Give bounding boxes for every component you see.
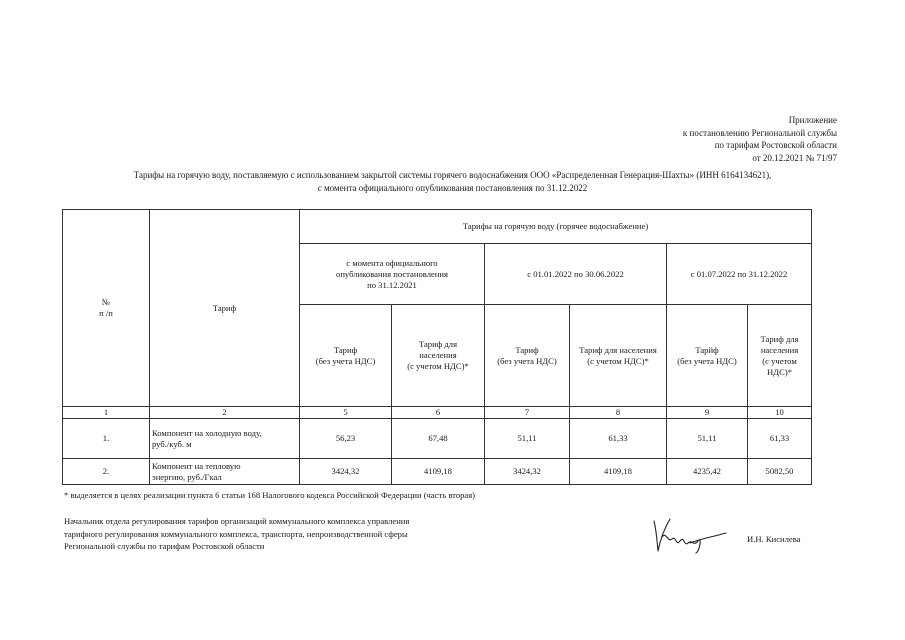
document-title xyxy=(60,169,845,194)
row-value: 4235,42 xyxy=(667,459,748,485)
row-value: 61,33 xyxy=(748,419,812,459)
row-value: 51,11 xyxy=(667,419,748,459)
subheader-5: Тарйф (без учета НДС) xyxy=(667,305,748,407)
subheader-2: Тариф для населения (с учетом НДС)* xyxy=(392,305,485,407)
row-value: 3424,32 xyxy=(300,459,392,485)
annex-line-1: Приложение xyxy=(788,115,837,125)
row-value: 61,33 xyxy=(570,419,667,459)
title-line-1: Тарифы на горячую воду, поставляемую с использованием закрытой системы горячего водоснабжения ООО «Распределенная Генерация-Шахты» (ИНН 6164134621), xyxy=(133,170,772,180)
row-value: 5082,50 xyxy=(748,459,812,485)
subheader-3: Тариф (без учета НДС) xyxy=(485,305,570,407)
column-number: 8 xyxy=(570,407,667,419)
subheader-6: Тариф для населения (с учетом НДС)* xyxy=(748,305,812,407)
column-number: 2 xyxy=(150,407,300,419)
column-number: 9 xyxy=(667,407,748,419)
annex-line-2: к постановлению Региональной службы xyxy=(682,127,837,138)
header-tariff: Тариф xyxy=(150,210,300,407)
row-value: 56,23 xyxy=(300,419,392,459)
tariff-table xyxy=(62,209,812,485)
period-header-1: с момента официального опубликования постановления по 31.12.2021 xyxy=(300,244,485,305)
column-number: 1 xyxy=(63,407,150,419)
row-number: 2. xyxy=(63,459,150,485)
column-number: 5 xyxy=(300,407,392,419)
signatory-block xyxy=(64,515,409,553)
header-number: № п /п xyxy=(63,210,150,407)
signatory-line-1: Начальник отдела регулирования тарифов организаций коммунального комплекса управления xyxy=(64,516,410,526)
header-hot-water-tariffs: Тарифы на горячую воду (горячее водоснабжение) xyxy=(300,210,812,244)
period-header-2: с 01.01.2022 по 30.06.2022 xyxy=(485,244,667,305)
title-line-2: с момента официального опубликования постановления по 31.12.2022 xyxy=(317,182,588,193)
row-value: 67,48 xyxy=(392,419,485,459)
handwritten-signature xyxy=(650,513,730,557)
column-number: 6 xyxy=(392,407,485,419)
table-row xyxy=(63,459,812,485)
row-value: 51,11 xyxy=(485,419,570,459)
subheader-1: Тариф (без учета НДС) xyxy=(300,305,392,407)
column-number: 10 xyxy=(748,407,812,419)
column-number: 7 xyxy=(485,407,570,419)
signatory-line-3: Региональной службы по тарифам Ростовской области xyxy=(64,541,265,551)
row-number: 1. xyxy=(63,419,150,459)
signatory-line-2: тарифного регулирования коммунального комплекса, транспорта, непроизводственной сферы xyxy=(64,528,408,539)
annex-header xyxy=(683,114,837,164)
annex-line-4: от 20.12.2021 № 71/97 xyxy=(752,152,837,163)
footnote: * выделяется в целях реализации пункта 6 статьи 168 Налогового кодекса Российской Федерации (часть вторая) xyxy=(64,490,476,500)
row-value: 3424,32 xyxy=(485,459,570,485)
row-value: 4109,18 xyxy=(570,459,667,485)
annex-line-3: по тарифам Ростовской области xyxy=(714,140,837,150)
row-name: Компонент на холодную воду, руб./куб. м xyxy=(150,419,300,459)
table-row xyxy=(63,419,812,459)
signatory-name: И.Н. Кисилева xyxy=(747,534,801,544)
subheader-4: Тариф для населения (с учетом НДС)* xyxy=(570,305,667,407)
period-header-3: с 01.07.2022 по 31.12.2022 xyxy=(667,244,812,305)
row-value: 4109,18 xyxy=(392,459,485,485)
row-name: Компонент на тепловую энергию, руб./Гкал xyxy=(150,459,300,485)
